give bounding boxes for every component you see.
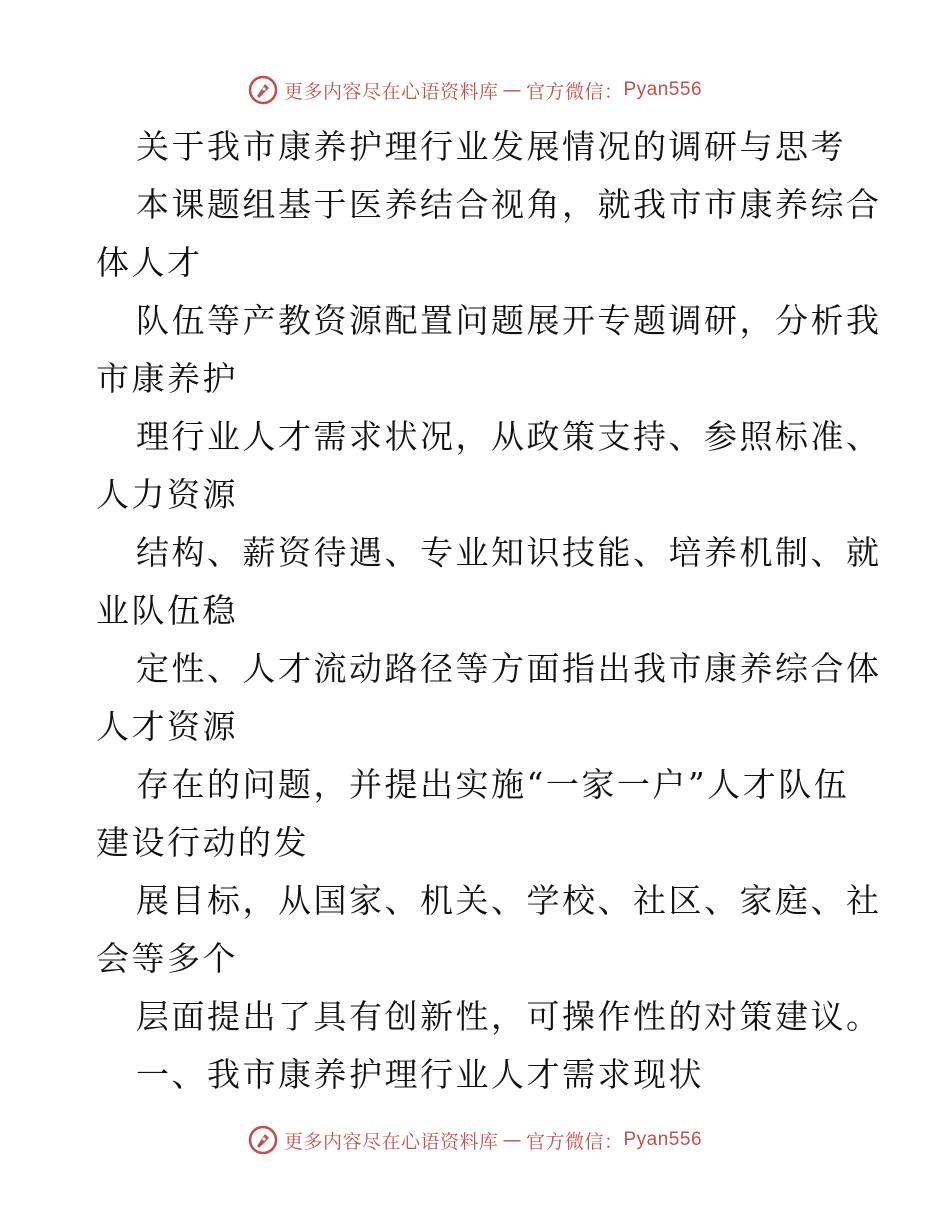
document-body	[96, 118, 882, 1104]
watermark-separator: —	[502, 79, 522, 101]
text-line: 定性、人才流动路径等方面指出我市康养综合体	[136, 649, 882, 688]
text-line: 本课题组基于医养结合视角，就我市市康养综合	[136, 185, 882, 224]
text-line: 建设行动的发	[96, 823, 309, 862]
watermark-footer	[0, 1120, 950, 1160]
watermark-brand: 更多内容尽在心语资料库	[283, 1130, 499, 1153]
text-line: 体人才	[96, 243, 203, 282]
pen-nib-icon	[248, 75, 278, 105]
text-line: 存在的问题，并提出实施“一家一户”人才队伍	[136, 765, 850, 804]
text-line: 理行业人才需求状况，从政策支持、参照标准、	[136, 417, 882, 456]
text-line: 结构、薪资待遇、专业知识技能、培养机制、就	[136, 533, 882, 572]
text-line: 业队伍稳	[96, 591, 238, 630]
pen-nib-icon	[248, 1125, 278, 1155]
text-line: 人力资源	[96, 475, 238, 514]
watermark-id: Pyan556	[623, 1129, 703, 1150]
section-heading: 一、我市康养护理行业人才需求现状	[136, 1055, 704, 1094]
text-line: 队伍等产教资源配置问题展开专题调研，分析我	[136, 301, 882, 340]
text-line: 展目标，从国家、机关、学校、社区、家庭、社	[136, 881, 882, 920]
text-line: 层面提出了具有创新性，可操作性的对策建议。	[136, 997, 882, 1036]
watermark-separator: —	[502, 1129, 522, 1151]
text-line: 人才资源	[96, 707, 238, 746]
watermark-label: 官方微信：	[525, 80, 624, 103]
watermark-label: 官方微信：	[525, 1130, 624, 1153]
document-title: 关于我市康养护理行业发展情况的调研与思考	[136, 127, 846, 166]
text-line: 会等多个	[96, 939, 238, 978]
watermark-id: Pyan556	[623, 79, 703, 100]
watermark-header	[0, 70, 950, 110]
watermark-brand: 更多内容尽在心语资料库	[283, 80, 499, 103]
text-line: 市康养护	[96, 359, 238, 398]
